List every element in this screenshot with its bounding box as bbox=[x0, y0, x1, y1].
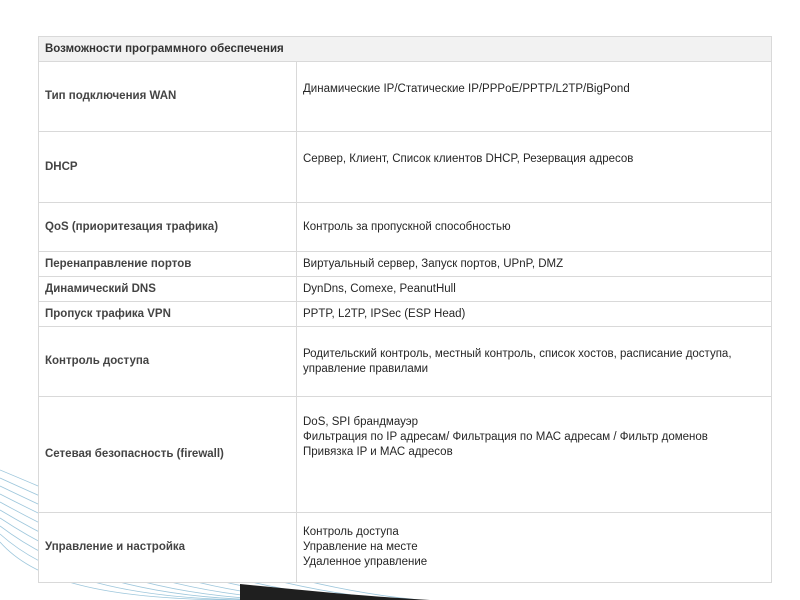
row-value-dynamic-dns bbox=[297, 277, 772, 302]
row-value-dhcp bbox=[297, 132, 772, 203]
row-label-qos: QoS (приоритезация трафика) bbox=[39, 203, 297, 252]
table-row bbox=[39, 252, 772, 277]
value-line: DynDns, Comexe, PeanutHull bbox=[303, 282, 456, 295]
value-line: PPTP, L2TP, IPSec (ESP Head) bbox=[303, 307, 466, 320]
table-row bbox=[39, 277, 772, 302]
row-value-vpn-passthrough bbox=[297, 302, 772, 327]
row-label-firewall: Сетевая безопасность (firewall) bbox=[39, 397, 297, 513]
row-value-access-control bbox=[297, 327, 772, 397]
value-line: Сервер, Клиент, Список клиентов DHCP, Резервация адресов bbox=[303, 153, 634, 165]
row-value-management bbox=[297, 513, 772, 583]
table-row bbox=[39, 513, 772, 583]
table-row bbox=[39, 397, 772, 513]
row-label-port-forwarding: Перенаправление портов bbox=[39, 252, 297, 277]
row-value-qos bbox=[297, 203, 772, 252]
table-header: Возможности программного обеспечения bbox=[39, 37, 772, 62]
row-label-management: Управление и настройка bbox=[39, 513, 297, 583]
table-row bbox=[39, 327, 772, 397]
row-label-dhcp: DHCP bbox=[39, 132, 297, 203]
value-line: DoS, SPI брандмауэр bbox=[303, 416, 418, 428]
table-row bbox=[39, 302, 772, 327]
value-line: Динамические IP/Статические IP/PPPoE/PPTP/L2TP/BigPond bbox=[303, 83, 630, 95]
value-line: Контроль за пропускной способностью bbox=[303, 220, 511, 233]
table-header-row bbox=[39, 37, 772, 62]
table-row bbox=[39, 203, 772, 252]
row-label-wan-type: Тип подключения WAN bbox=[39, 62, 297, 132]
value-line: Виртуальный сервер, Запуск портов, UPnP, DMZ bbox=[303, 257, 564, 270]
row-value-port-forwarding bbox=[297, 252, 772, 277]
row-label-access-control: Контроль доступа bbox=[39, 327, 297, 397]
row-label-dynamic-dns: Динамический DNS bbox=[39, 277, 297, 302]
table-row bbox=[39, 132, 772, 203]
row-value-wan-type bbox=[297, 62, 772, 132]
value-line: Привязка IP и МАС адресов bbox=[303, 446, 453, 458]
row-value-firewall bbox=[297, 397, 772, 513]
row-label-vpn-passthrough: Пропуск трафика VPN bbox=[39, 302, 297, 327]
value-line: Фильтрация по IP адресам/ Фильтрация по МАС адресам / Фильтр доменов bbox=[303, 431, 708, 443]
table-row bbox=[39, 62, 772, 132]
value-line: Управление на месте bbox=[303, 541, 418, 553]
value-line: Контроль доступа bbox=[303, 526, 399, 538]
software-features-table bbox=[38, 36, 772, 583]
value-line: Родительский контроль, местный контроль, список хостов, расписание доступа, управление правилами bbox=[303, 347, 732, 375]
value-line: Удаленное управление bbox=[303, 556, 428, 568]
